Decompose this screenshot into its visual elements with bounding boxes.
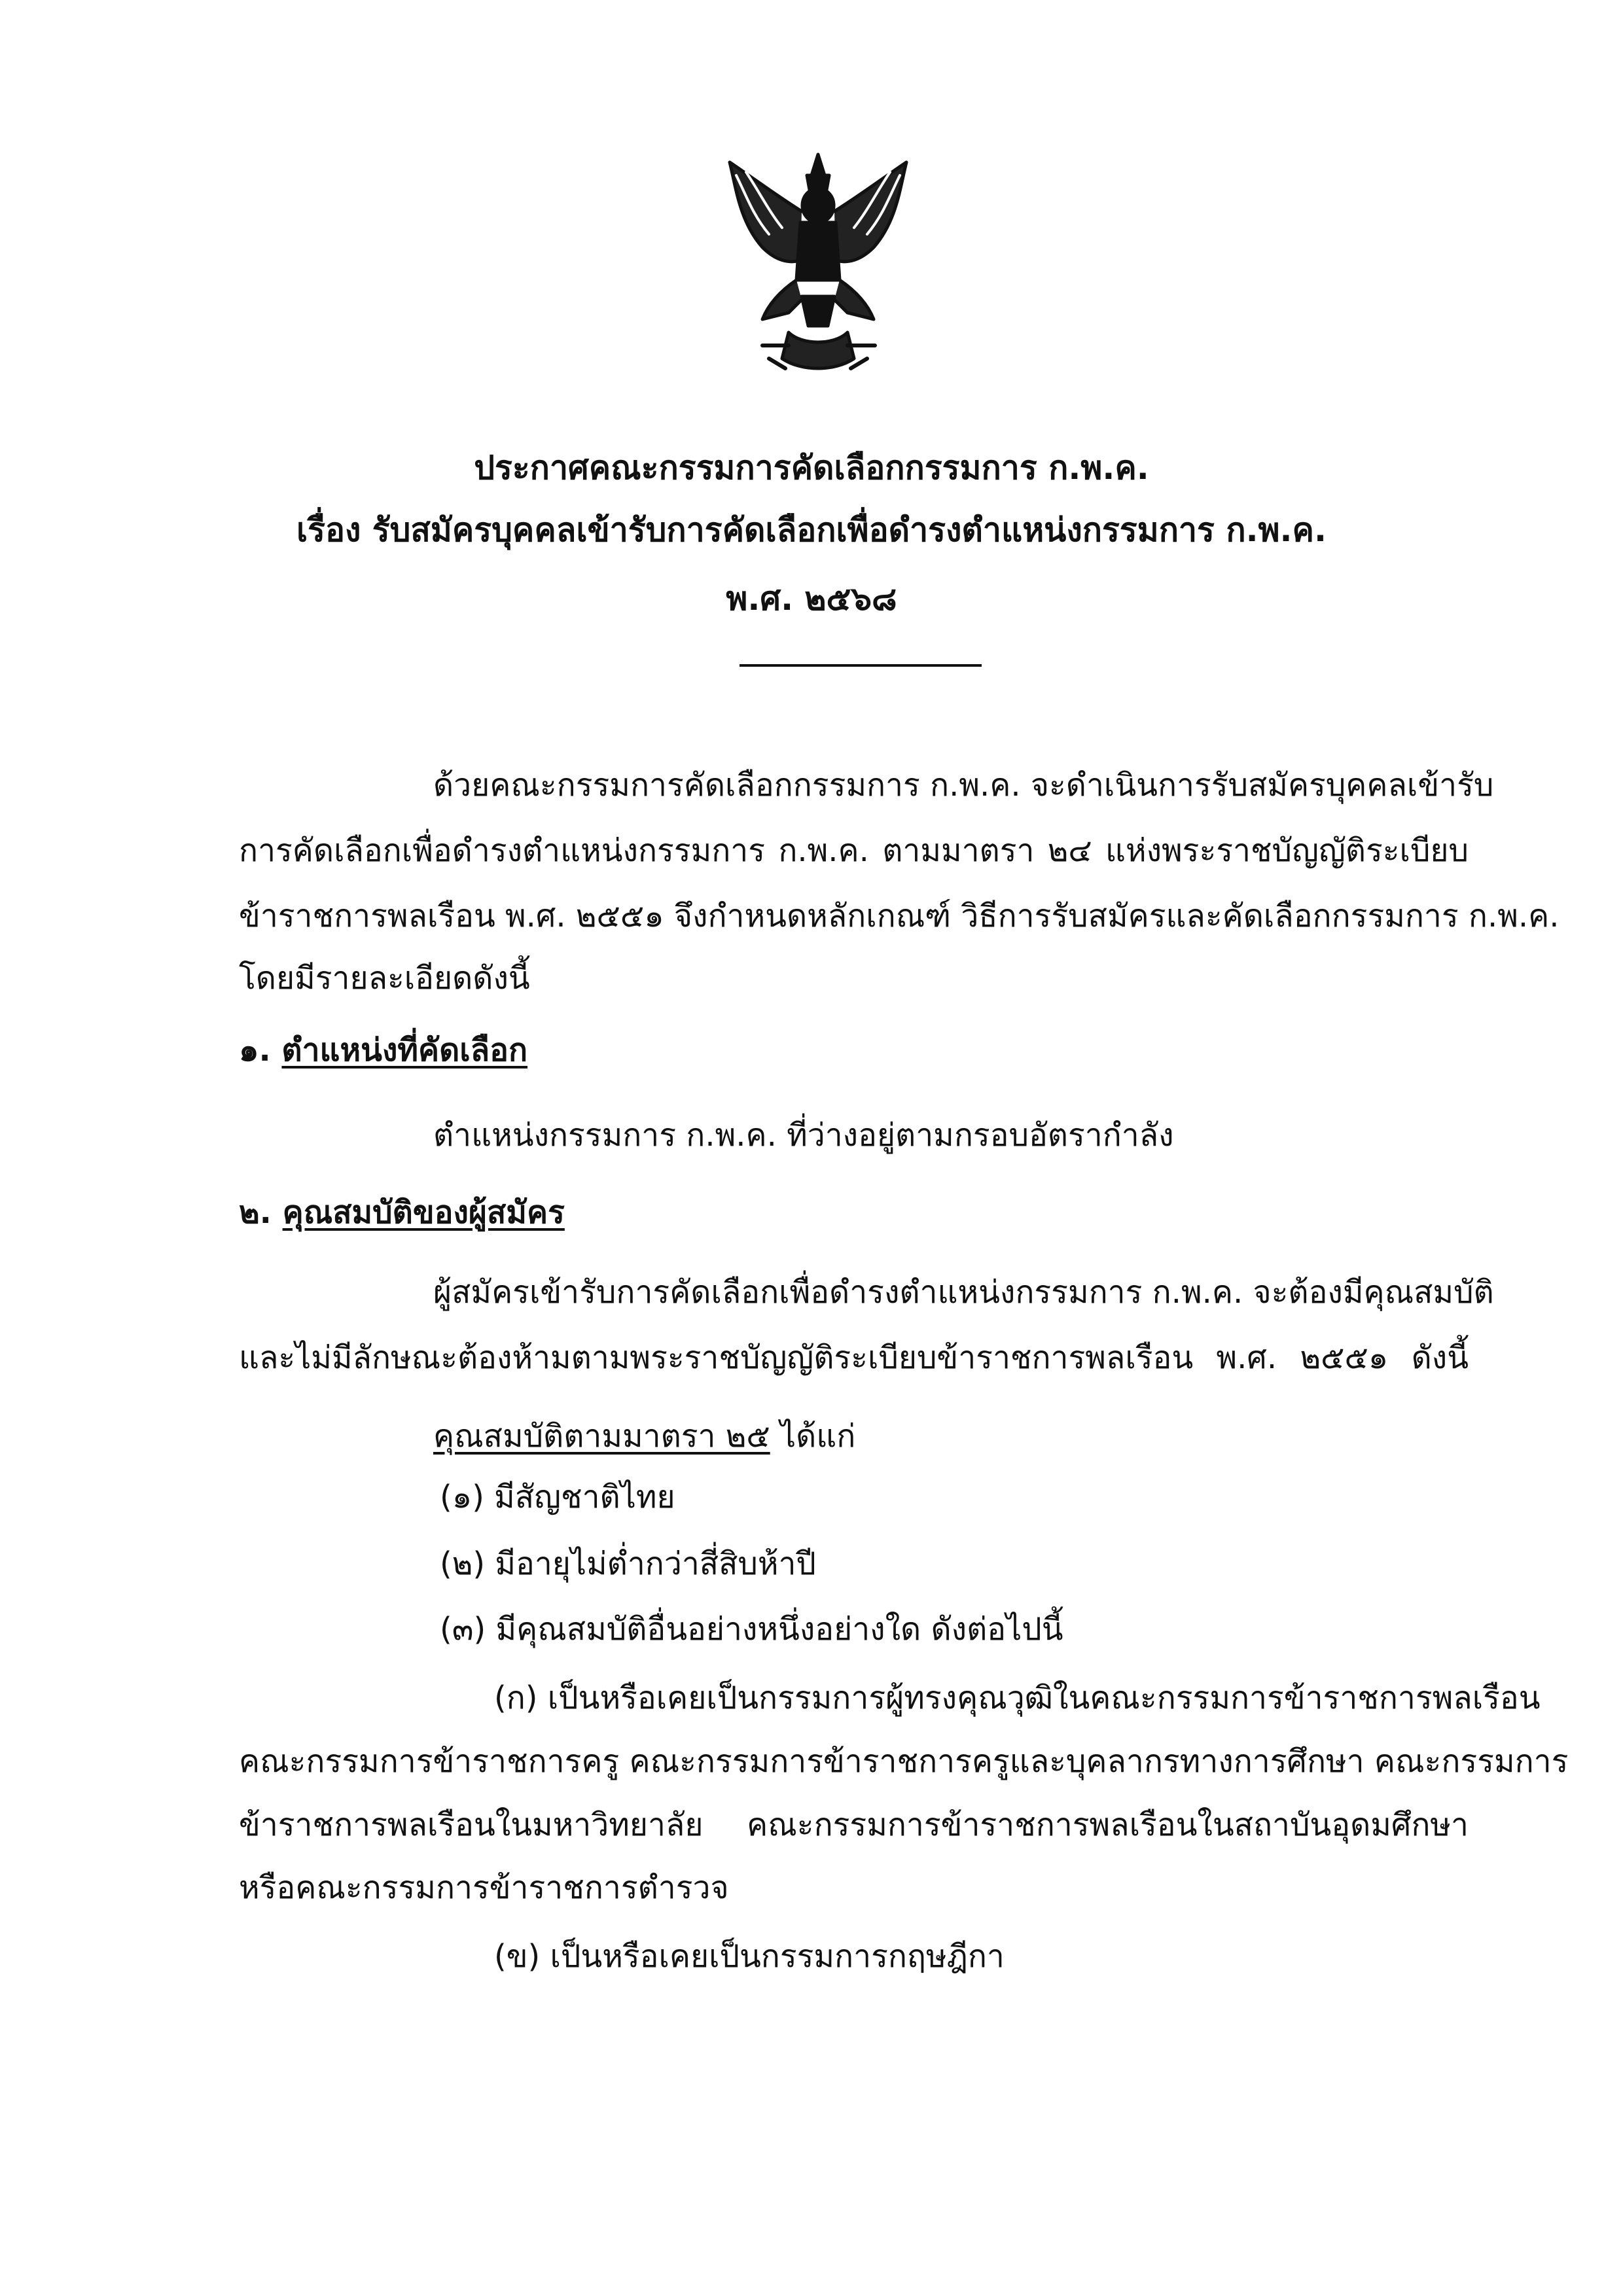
announcement-year: พ.ศ. ๒๕๖๘ (726, 580, 897, 618)
qualification-heading (433, 1413, 855, 1459)
section-2-body-line-2: และไม่มีลักษณะต้องห้ามตามพระราชบัญญัติระเบียบข้าราชการพลเรือน พ.ศ. ๒๕๕๑ ดังนี้ (239, 1339, 1469, 1376)
section-1-heading (239, 1027, 527, 1073)
garuda-emblem-icon (723, 149, 913, 378)
intro-line-4: โดยมีรายละเอียดดังนี้ (239, 960, 530, 997)
section-1-title: ตำแหน่งที่คัดเลือก (281, 1032, 528, 1069)
section-2-number: ๒. (239, 1194, 272, 1231)
section-1-number: ๑. (239, 1032, 271, 1069)
intro-line-1: ด้วยคณะกรรมการคัดเลือกกรรมการ ก.พ.ค. จะดำเนินการรับสมัครบุคคลเข้ารับ (433, 767, 1494, 804)
section-2-body-line-1: ผู้สมัครเข้ารับการคัดเลือกเพื่อดำรงตำแหน่งกรรมการ ก.พ.ค. จะต้องมีคุณสมบัติ (433, 1274, 1494, 1311)
section-1-body: ตำแหน่งกรรมการ ก.พ.ค. ที่ว่างอยู่ตามกรอบอัตรากำลัง (433, 1117, 1174, 1154)
sub-item-b: (ข) เป็นหรือเคยเป็นกรรมการกฤษฎีกา (494, 1938, 1005, 1975)
sub-item-a-line-4: หรือคณะกรรมการข้าราชการตำรวจ (239, 1869, 729, 1906)
qualification-item-2: (๒) มีอายุไม่ต่ำกว่าสี่สิบห้าปี (440, 1545, 816, 1582)
qualification-item-3: (๓) มีคุณสมบัติอื่นอย่างหนึ่งอย่างใด ดังต่อไปนี้ (440, 1611, 1063, 1648)
section-2-heading (239, 1190, 565, 1235)
title-divider (740, 664, 982, 667)
intro-line-3: ข้าราชการพลเรือน พ.ศ. ๒๕๕๑ จึงกำหนดหลักเกณฑ์ วิธีการรับสมัครและคัดเลือกกรรมการ ก.พ.ค. (239, 898, 1560, 934)
sub-item-a-line-1: (ก) เป็นหรือเคยเป็นกรรมการผู้ทรงคุณวุฒิในคณะกรรมการข้าราชการพลเรือน (494, 1680, 1541, 1716)
sub-item-a-line-3: ข้าราชการพลเรือนในมหาวิทยาลัย คณะกรรมการข้าราชการพลเรือนในสถาบันอุดมศึกษา (239, 1807, 1469, 1843)
section-2-title: คุณสมบัติของผู้สมัคร (282, 1194, 565, 1231)
qualification-heading-text: คุณสมบัติตามมาตรา ๒๕ (433, 1418, 770, 1455)
intro-line-2: การคัดเลือกเพื่อดำรงตำแหน่งกรรมการ ก.พ.ค. ตามมาตรา ๒๔ แห่งพระราชบัญญัติระเบียบ (239, 832, 1469, 869)
qualification-item-1: (๑) มีสัญชาติไทย (440, 1479, 675, 1515)
sub-item-a-line-2: คณะกรรมการข้าราชการครู คณะกรรมการข้าราชการครูและบุคลากรทางการศึกษา คณะกรรมการ (239, 1743, 1569, 1780)
announcement-title: ประกาศคณะกรรมการคัดเลือกกรรมการ ก.พ.ค. (474, 449, 1149, 487)
announcement-subject: เรื่อง รับสมัครบุคคลเข้ารับการคัดเลือกเพื่อดำรงตำแหน่งกรรมการ ก.พ.ค. (296, 511, 1327, 549)
qualification-heading-suffix: ได้แก่ (770, 1418, 856, 1455)
